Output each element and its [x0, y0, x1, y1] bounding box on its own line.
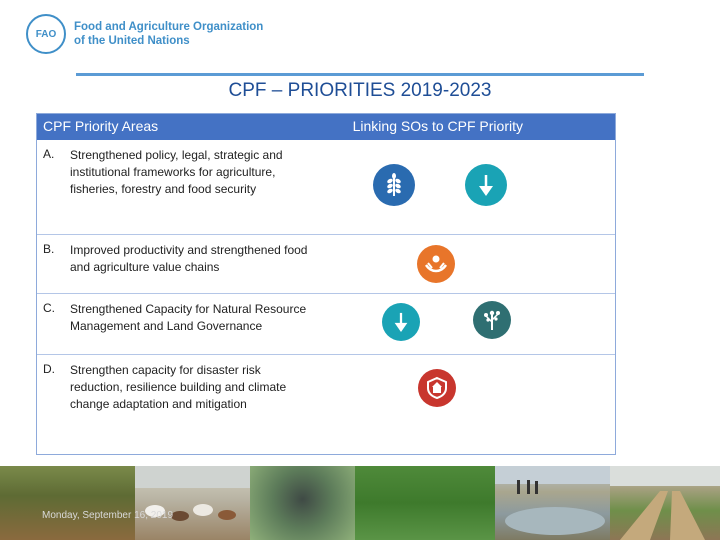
row-letter: B.	[43, 242, 55, 256]
table-row	[37, 294, 615, 355]
row-letter: D.	[43, 362, 55, 376]
garden-rows-photo	[610, 466, 720, 540]
arrow-down-icon	[465, 164, 507, 206]
fao-emblem-icon	[26, 14, 66, 54]
so-icon-slot	[366, 157, 422, 213]
row-letter: A.	[43, 147, 55, 161]
so-icon-slot	[373, 294, 429, 350]
fao-logo	[26, 14, 263, 54]
table-header	[37, 114, 615, 140]
vegetable-field-photo	[355, 466, 495, 540]
title-rule	[76, 73, 644, 76]
fao-emblem-text: FAO	[35, 28, 57, 40]
so-icon-slot	[464, 292, 520, 348]
header-priority-areas: CPF Priority Areas	[43, 118, 159, 134]
row-text: Strengthened Capacity for Natural Resource Management and Land Governance	[70, 302, 307, 333]
shield-icon	[418, 369, 456, 407]
row-text: Strengthened policy, legal, strategic and institutional frameworks for agriculture, fisheries, forestry and food security	[70, 148, 283, 196]
photo-strip	[0, 466, 720, 540]
hands-icon	[417, 245, 455, 283]
water-pond-photo	[495, 466, 610, 540]
row-text: Strengthen capacity for disaster risk reduction, resilience building and climate change adaptation and mitigation	[70, 363, 287, 411]
priorities-table	[36, 113, 616, 455]
footer-date: Monday, September 16, 2019	[42, 510, 174, 521]
slide-title	[0, 80, 720, 102]
arrow-down-icon	[382, 303, 420, 341]
so-icon-slot	[409, 360, 465, 416]
crop-field-photo	[0, 466, 135, 540]
livestock-photo	[135, 466, 250, 540]
so-icon-slot	[458, 157, 514, 213]
row-text: Improved productivity and strengthened food and agriculture value chains	[70, 243, 308, 274]
tree-icon	[473, 301, 511, 339]
wheat-icon	[373, 164, 415, 206]
table-row	[37, 355, 615, 454]
table-row	[37, 235, 615, 294]
org-name-line2: of the United Nations	[74, 35, 190, 47]
cabbage-photo	[250, 466, 355, 540]
table-row	[37, 140, 615, 235]
org-name	[74, 20, 263, 48]
org-name-line1: Food and Agriculture Organization	[74, 21, 264, 33]
header-linking-sos: Linking SOs to CPF Priority	[352, 118, 523, 134]
slide-title-text: CPF – PRIORITIES 2019-2023	[228, 80, 492, 101]
so-icon-slot	[408, 236, 464, 292]
row-letter: C.	[43, 301, 55, 315]
